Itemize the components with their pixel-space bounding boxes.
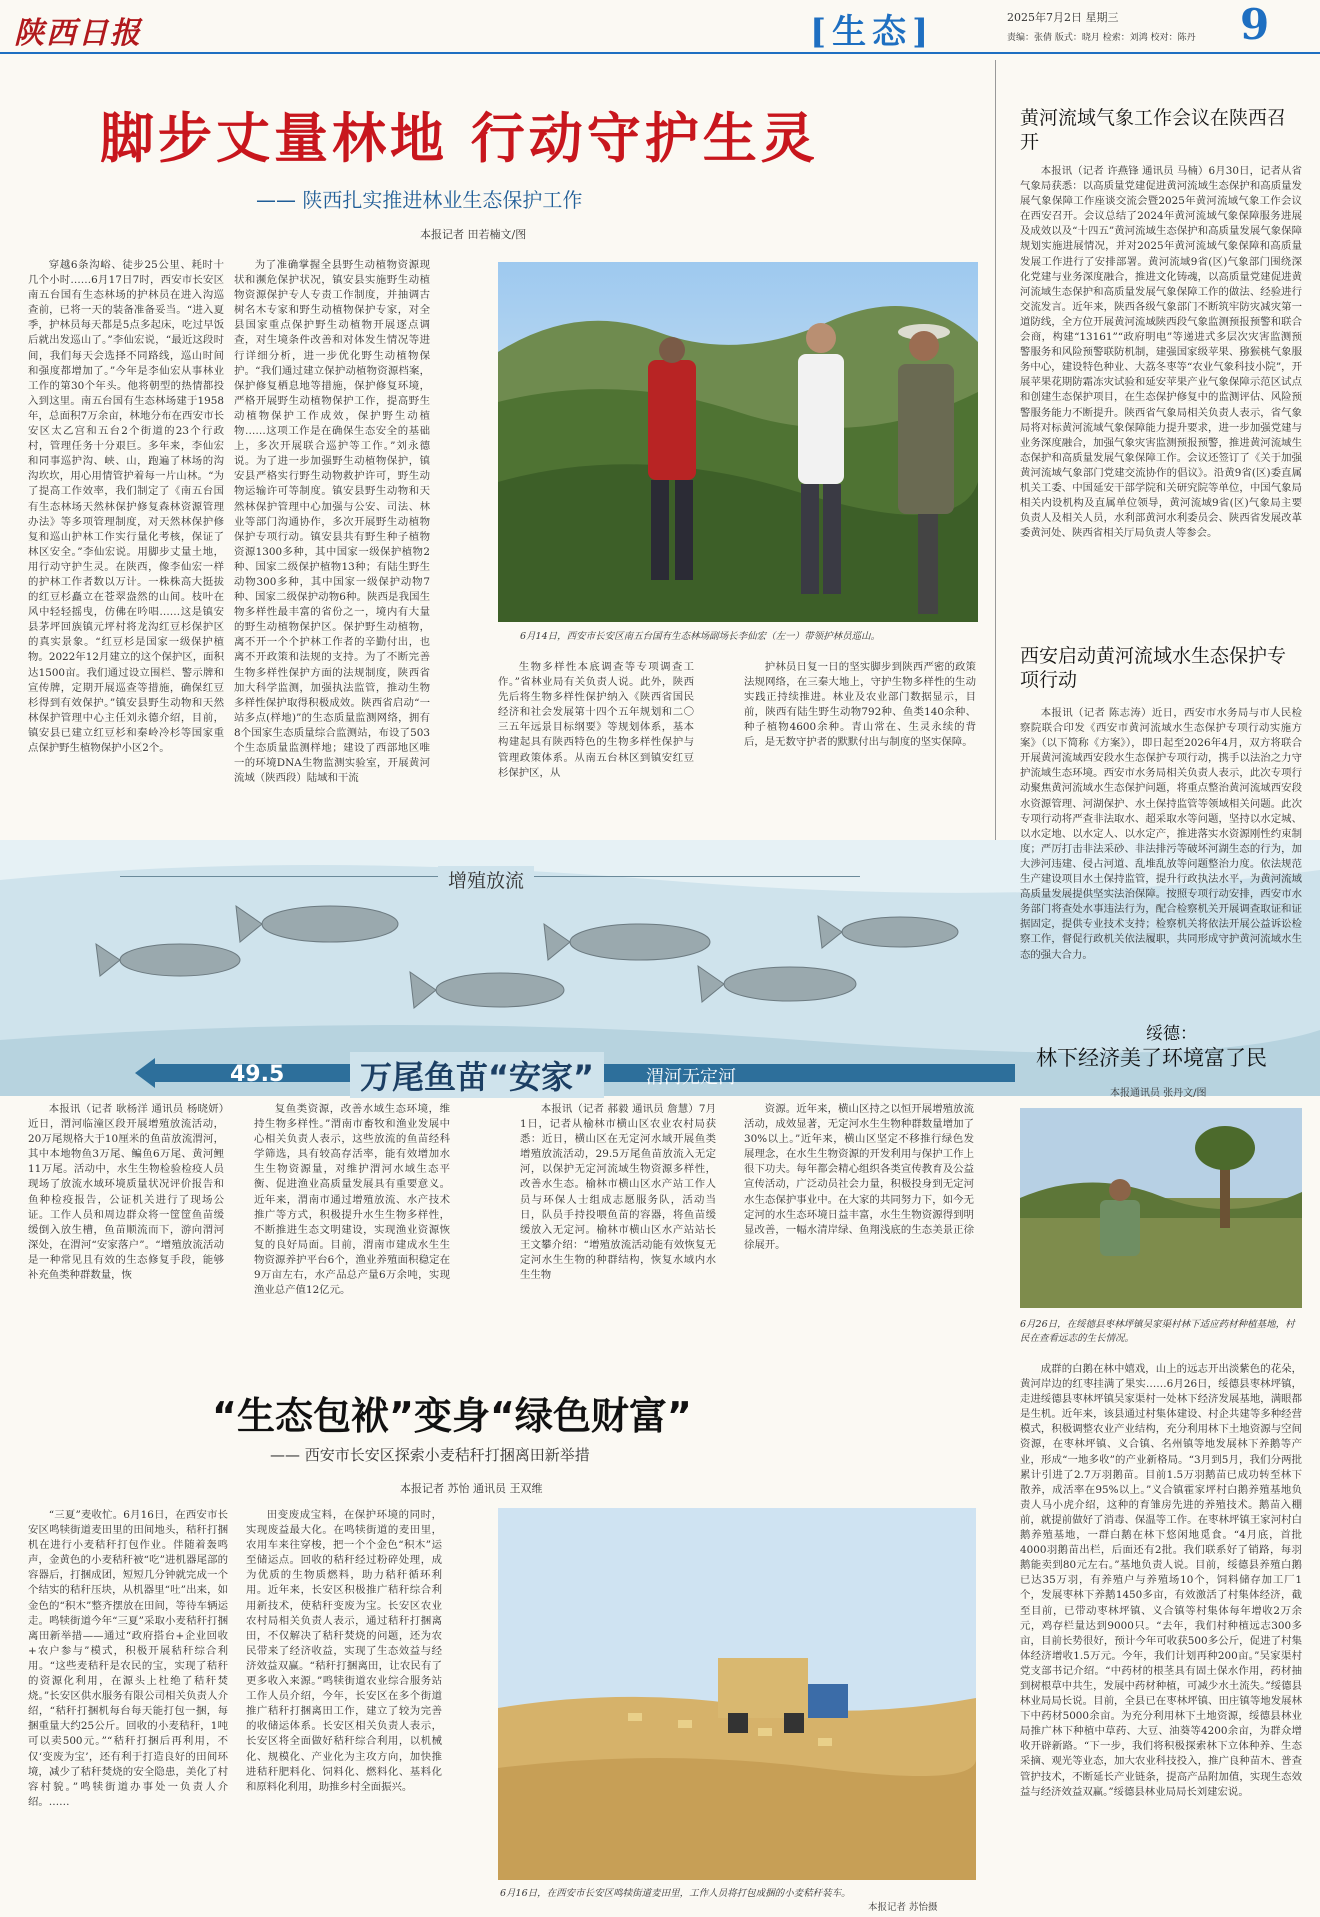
masthead-logo: 陕西日报 [14, 16, 142, 51]
date-line: 2025年7月2日 星期三 [1007, 11, 1119, 24]
lead-col-4: 护林员日复一日的坚实脚步到陕西严密的政策法规网络，在三秦大地上，守护生物多样性的生动实践正持续推进。林业及农业部门数据显示，目前，陕西有陆生野生动物792种、鱼类140余种、种子植物4600余种。青山常在、生灵永续的背后，是无数守护者的默默付出与制度的坚实保障。 [744, 661, 976, 749]
fish-col-1: 本报讯（记者 耿杨洋 通讯员 杨晓妍）近日，渭河临潼区段开展增殖放流活动，20万尾规格大于10厘米的鱼苗放流渭河，其中本地物鱼3万尾、鳊鱼6万尾、黄河鲤11万尾。活动中，水生生物检验检疫人员现场了放流水域环境质量状况评价报告和鱼种检疫报告，公证机关进行了现场公证。工作人员和周边群众将一筐筐鱼苗缓缓倒入放生槽，鱼苗顺流而下，游向渭河深处，在渭河“安家落户”。“增殖放流活动是一种常见且有效的生态修复手段，能够补充鱼类种群数量，恢 [28, 1103, 224, 1282]
wheat-photo-caption: 6月16日，在西安市长安区鸣犊街道麦田里，工作人员将打包成捆的小麦秸秆装车。 [500, 1888, 851, 1899]
right-c-caption: 6月26日，在绥德县枣林坪镇吴家渠村林下适应药材种植基地，村民在查看远志的生长情况。 [1020, 1319, 1295, 1344]
fish-col-3: 本报讯（记者 郝毅 通讯员 詹慧）7月1日，记者从榆林市横山区农业农村局获悉：近日，横山区在无定河水域开展鱼类增殖放流活动，29.5万尾鱼苗放流入无定河，以保护无定河流域生物资源多样性，改善水生态。榆林市横山区水产站工作人员与环保人士组成志愿服务队，活动当日，队员手持投喂鱼苗的容器，将鱼苗缓缓放入无定河。榆林市横山区水产站站长王文攀介绍：“增殖放流活动能有效恢复无定河水生生物的种群结构，恢复水域内水生生物 [520, 1103, 716, 1282]
lead-photo [498, 262, 978, 622]
right-a-body: 本报讯（记者 许燕锋 通讯员 马楠）6月30日，记者从省气象局获悉：以高质量党建促进黄河流域生态保护和高质量发展气象保障工作座谈交流会暨2025年黄河流域气象工作会议在西安召开。会议总结了2024年黄河流域气象保障服务进展及成效以及“十四五”黄河流域生态保护和高质量发展气象保障规划实施进展情况，并对2025年黄河流域气象保障和高质量发展工作进行了安排部署。黄河流域9省(区)气象部门围绕深化党建与业务深度融合，推进文化铸魂，以高质量党建促进黄河流域生态保护和高质量发展气象保障工作的做法、经验进行交流发言。近年来，陕西各级气象部门不断筑牢防灾减灾第一道防线，全方位开展黄河流域陕西段气象监测预报预警和联合会商，构建“13161”“政府明电”等递进式多层次灾害监测预警服务和风险预警联防机制，建强国家级苹果、猕猴桃气象服务中心，建设特色种业、大荔冬枣等“农业气象科技小院”，开展苹果花期防霜冻灾试验和延安苹果产业气象保障示范区试点和创建生态保护项目，在生态保护修复中的监测评估、风险预警服务能力不断提升。陕西省气象局相关负责人表示，省气象局将对标黄河流域气象保障能力提升要求，进一步加强党建与业务深度融合，加强气象灾害监测预报预警，推进黄河流域生态保护和高质量发展气象保障工作。会议还签订了《关于加强黄河流域气象部门党建交流协作的倡议》。沿黄9省(区)委直属机关工委、中国延安干部学院和关研究院等单位，中国气象局相关内设机构及直属单位领导，黄河流域9省(区)气象局主要负责人及相关人员，水利部黄河水利委员会、陕西省发展改革委黄河处、陕西省相关厅局负责人等参会。 [1020, 165, 1302, 540]
right-c-kicker: 绥德： [1146, 1024, 1197, 1044]
wheat-subtitle: —— 西安市长安区探索小麦秸秆打捆离田新举措 [270, 1446, 590, 1464]
right-c-body: 成群的白鹅在林中嬉戏，山上的远志开出淡紫色的花朵，黄河岸边的红枣挂满了果实……6月26日，绥德县枣林坪镇，走进绥德县枣林坪镇吴家渠村一处林下经济发展基地，满眼都是生机。近年来，该县通过村集体建设、村企共建等多种经营模式，积极调整农业产业结构，充分利用林下土地资源与空间资源，在枣林坪镇、义合镇、名州镇等地发展林下养鹅等产业，形成“一地多收”的产业新格局。“3月到5月，我们分两批累计引进了2.7万羽鹅苗。目前1.5万羽鹅苗已成功转至林下散养，成活率在95%以上。”义合镇霍家坪村白鹅养殖基地负责人马小虎介绍，这种的育雏房先进的养殖技术。鹅苗入棚前，就提前做好了消毒、保温等工作。在枣林坪镇王家河村白鹅养殖基地，一群白鹅在林下悠闲地觅食。“4月底，首批4000羽鹅苗出栏，后面还有2批。我们联系好了销路，每羽鹅能卖到80元左右。”基地负责人说。目前，绥德县养殖白鹅已达35万羽，有养殖户与养殖场10个，饲料储存加工厂1个，发展枣林下养鹅1450多亩，有效激活了村集体经济，截至目前，已带动枣林坪镇、义合镇等村集体每年增收2万余元，鸡存栏量达到9000只。“去年，我们村种植远志300多亩，目前长势很好，预计今年可收获500多公斤，促进了村集体经济增收1.5万元。今年，我们计划再种200亩。”吴家渠村党支部书记介绍。“中药材的根茎具有固土保水作用，药材抽到树根草中共生，发展中药材种植，可减少水土流失。”绥德县林业局局长说。目前，全县已在枣林坪镇、田庄镇等地发展林下中药材5000余亩。为充分利用林下土地资源，绥德县林业局推广林下种植中草药、大豆、油葵等4200余亩，为群众增收开辟新路。“下一步，我们将积极探索林下立体种养、生态采摘、观光等业态，加大农业科技投入，推广良种苗木、普查管护技术，不断延长产业链条，提高产品附加值，实现生态效益与经济效益双赢。”绥德县林业局局长刘建宏说。 [1020, 1363, 1302, 1798]
fish-col-4: 资源。近年来，横山区持之以恒开展增殖放流活动，成效显著，无定河水生生物种群数量增加了30%以上。”近年来，横山区坚定不移推行绿色发展理念，在水生生物资源的开发利用与保护工作上很下功夫。每年都会精心组织各类宣传教育及公益宣传活动，广泛动员社会力量，积极投身到无定河水生态保护事业中。在大家的共同努力下，如今无定河的水生态环境日益丰富，水生生物资源得到明显改善，一幅水清岸绿、鱼翔浅底的生态美景正徐徐展开。 [744, 1103, 974, 1251]
fish-col-2: 复鱼类资源，改善水域生态环境，维持生物多样性。”渭南市畜牧和渔业发展中心相关负责人表示，这些放流的鱼苗经科学筛选，具有较高存活率，能有效增加水生生物资源量，对维护渭河水域生态平衡、促进渔业高质量发展具有重要意义。近年来，渭南市通过增殖放流、水产技术推广等方式，积极提升水生生物多样性，不断推进生态文明建设，实现渔业资源恢复的良好局面。目前，渭南市建成水生生物资源养护平台6个，渔业养殖面积稳定在9万亩左右，水产品总产量6万余吨，实现渔业总产值12亿元。 [254, 1103, 450, 1297]
lead-byline: 本报记者 田若楠文/图 [420, 228, 527, 241]
lead-col-3: 生物多样性本底调查等专项调查工作。”省林业局有关负责人说。此外，陕西先后将生物多样性保护纳入《陕西省国民经济和社会发展第十四个五年规划和二〇三五年远景目标纲要》等规划体系，基本构建起具有陕西特色的生物多样性保护与管理政策体系。从南五台林区到镇安红豆杉保护区，从 [498, 661, 694, 779]
right-c-title: 林下经济美了环境富了民 [1036, 1046, 1267, 1070]
wheat-col-2: 田变废成宝料，在保护环境的同时，实现废益最大化。在鸣犊街道的麦田里，农用车来往穿梭，把一个个金色“积木”运至储运点。回收的秸秆经过粉碎处理，成为优质的生物质燃料，助力秸秆循环利用。近年来，长安区积极推广秸秆综合利用新技术，使秸秆变废为宝。长安区农业农村局相关负责人表示，通过秸秆打捆离田，不仅解决了秸秆焚烧的问题，还为农民带来了经济收益，实现了生态效益与经济效益双赢。“秸秆打捆离田，让农民有了更多收入来源。”鸣犊街道农业综合服务站工作人员介绍，今年，长安区在多个街道推广秸秆打捆离田工作，建立了较为完善的收储运体系。长安区相关负责人表示，长安区将全面做好秸秆综合利用，以机械化、规模化、产业化为主攻方向，加快推进秸秆肥料化、饲料化、燃料化、基料化和原料化利用，助推乡村全面振兴。 [246, 1509, 442, 1793]
section-name: [生态] [810, 12, 935, 52]
fish-count: 49.5 [230, 1062, 285, 1087]
column-divider [995, 60, 996, 860]
wheat-col-1: “三夏”麦收忙。6月16日，在西安市长安区鸣犊街道麦田里的田间地头，秸秆打捆机在进行小麦秸秆打包作业。伴随着轰鸣声，金黄色的小麦秸秆被“吃”进机器尾部的容器后，打捆成团，短短几分钟就完成一个个结实的秸秆压块，从机器里“吐”出来，如金色的“积木”整齐摆放在田间，等待车辆运走。鸣犊街道今年“三夏”采取小麦秸秆打捆离田新举措——通过“政府搭台+企业回收+农户参与”模式，积极开展秸秆综合利用。“这些麦秸秆是农民的宝，实现了秸秆的资源化利用，在源头上杜绝了秸秆焚烧。”长安区供水服务有限公司相关负责人介绍，“秸秆打捆机每台每天能打包一捆，每捆重量大约25公斤。回收的小麦秸秆，1吨可以卖500元。”“秸秆打捆后再利用，不仅‘变废为宝’，还有利于打造良好的田间环境，减少了秸秆焚烧的安全隐患，美化了村容村貌。”鸣犊街道办事处一负责人介绍。…… [28, 1509, 228, 1808]
lead-photo-caption: 6月14日，西安市长安区南五台国有生态林场副场长李仙宏（左一）带领护林员巡山。 [520, 631, 881, 642]
masthead-rule [0, 52, 1320, 54]
fish-band-label: 增殖放流 [438, 866, 534, 893]
lead-col-2: 为了准确掌握全县野生动植物资源现状和濒危保护状况，镇安县实施野生动植物资源保护专人专责工作制度，并抽调古树名木专家和野生动植物保护专家，对全县国家重点保护野生动植物开展逐点调查，对生境条件改善和对体发生情况等进行详细分析，进一步优化野生动植物保护。“我们通过建立保护动植物资源档案，保护修复栖息地等措施，保护修复环境，严格开展野生动植物保护工作，提高野生动植物保护工作成效，保护野生动植物……这项工作是在确保生态安全的基础上，多次开展联合巡护等工作。”刘永德说。为了进一步加强野生动植物保护，镇安县严格实行野生动物救护许可，野生动物运输许可等制度。镇安县野生动物和天然林保护管理中心加强与公安、司法、林业等部门沟通协作，多次开展野生动植物保护专项行动。镇安县共有野生种子植物资源1300多种，其中国家一级保护植物2种、国家二级保护植物13种；有陆生野生动物300多种，其中国家一级保护动物7种、国家二级保护动物6种。陕西是我国生物多样性最丰富的省份之一，境内有大量的野生动植物保护区。保护野生动植物，离不开一个个护林工作者的辛勤付出，也离不开政策和法规的支持。为了不断完善生物多样性保护方面的法规制度，陕西省加大科学监测，加强执法监管，推动生物多样性保护取得积极成效。陕西省启动“一站多点(样地)”的生态质量监测网络，拥有8个国家生态质量综合监测站，布设了503个生态质量监测样地；建设了西部地区唯一的环境DNA生物监测实验室，开展黄河流域（陕西段）陆域和干流 [234, 259, 430, 785]
lead-col-1: 穿越6条沟峪、徒步25公里、耗时十几个小时……6月17日7时，西安市长安区南五台国有生态林场的护林员在进入沟巡查前，已将一天的装备准备妥当。“进入夏季，护林员每天都是5点多起床，吃过早饭后就出发巡山了。”李仙宏说，“最近这段时间，我们每天会选择不同路线，巡山时间和强度都增加了。”今年是李仙宏从事林业工作的第30个年头。他将朝型的热情都投入到这里。南五台国有生态林场建于1958年，总面积7万余亩，林地分布在西安市长安区太乙宫和五台2个街道的23个行政村，管理任务十分艰巨。多年来，李仙宏和同事巡护沟、峡、山，跑遍了林场的沟沟坎坎，用心用情管护着每一片山林。“为了提高工作效率，我们制定了《南五台国有生态林场天然林保护修复森林资源管理办法》等多项管理制度，对天然林保护修复和巡山护林工作实行量化考核，保证了林区安全。”李仙宏说。用脚步丈量土地，用行动守护生灵。在陕西，像李仙宏一样的护林工作者数以万计。一株株高大挺拔的红豆杉矗立在苍翠盎然的山间。枝叶在风中轻轻摇曳，仿佛在吟唱……这是镇安县茅坪回族镇元坪村将龙沟红豆杉保护区的真实景象。“红豆杉是国家一级保护植物。2022年12月建立的这个保护区，面积达1500亩。我们通过设立围栏、警示牌和宣传牌，定期开展巡查等措施，确保红豆杉得到有效保护。”镇安县野生动物和天然林保护管理中心主任刘永德介绍，目前，镇安县已建立红豆杉和秦岭冷杉等国家重点保护野生植物保护小区2个。 [28, 259, 224, 754]
right-c-photo [1020, 1108, 1302, 1308]
right-c-byline: 本报通讯员 张丹文/图 [1110, 1088, 1207, 1099]
wheat-photo-credit: 本报记者 苏怡摄 [868, 1902, 938, 1913]
fish-title: 万尾鱼苗“安家” [350, 1052, 604, 1098]
lead-title: 脚步丈量林地 行动守护生灵 [100, 107, 819, 170]
right-b-body: 本报讯（记者 陈志涛）近日，西安市水务局与市人民检察院联合印发《西安市黄河流域水生态保护专项行动实施方案》（以下简称《方案》），即日起至2026年4月，双方将联合开展黄河流域西安段水生态保护专项行动，携手以法治之力守护流域生态环境。西安市水务局相关负责人表示，此次专项行动聚焦黄河流域水生态保护问题，将重点整治黄河流域西安段水资源管理、河湖保护、水土保持监管等领域相关问题。此次专项行动将严查非法取水、超采取水等问题，坚持以水定城、以水定地、以水定人、以水定产，推进落实水资源刚性约束制度；严厉打击非法采砂、非法排污等破坏河湖生态的行为，加大涉河违建、侵占河道、乱堆乱放等问题整治力度。依法规范生产建设项目水土保持监管，提升行政执法水平，为黄河流域高质量发展提供坚实法治保障。按照专项行动安排，西安市水务部门将查处水事违法行为，配合检察机关开展调查取证和证据固定，提供专业技术支持；检察机关将依法开展公益诉讼检察工作，督促行政机关依法履职，共同形成守护黄河流域水生态的强大合力。 [1020, 707, 1302, 961]
right-b-title: 西安启动黄河流域水生态保护专项行动 [1020, 645, 1287, 691]
wheat-byline: 本报记者 苏怡 通讯员 王双维 [400, 1482, 543, 1495]
lead-subtitle: —— 陕西扎实推进林业生态保护工作 [256, 188, 583, 212]
staff-line: 责编：张倩 版式：晓月 检索：刘鸿 校对：陈丹 [1007, 33, 1196, 43]
wheat-title: “生态包袱”变身“绿色财富” [212, 1394, 692, 1438]
fish-location: 渭河无定河 [646, 1067, 736, 1088]
wheat-photo [498, 1508, 976, 1880]
page-number: 9 [1240, 0, 1270, 49]
right-a-title: 黄河流域气象工作会议在陕西召开 [1020, 107, 1287, 153]
